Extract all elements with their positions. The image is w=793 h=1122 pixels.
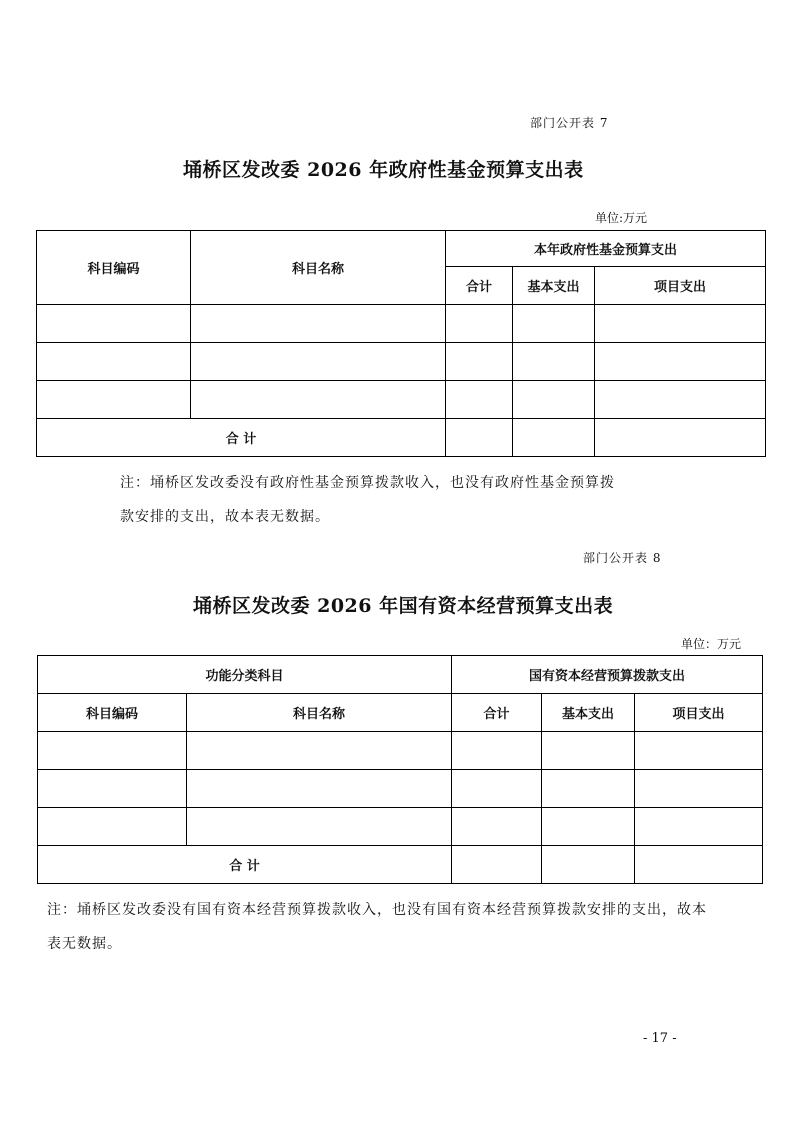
table-row (38, 808, 763, 846)
table7 (36, 230, 766, 457)
table7-total-row (37, 419, 766, 457)
table8-header-total: 合计 (452, 694, 542, 732)
table8-unit: 单位：万元 (681, 637, 742, 651)
table-row (38, 770, 763, 808)
table8-note-line1: 注：埇桥区发改委没有国有资本经营预算拨款收入，也没有国有资本经营预算拨款安排的支出，故本 (47, 902, 707, 918)
table7-note-line2: 款安排的支出，故本表无数据。 (120, 509, 330, 525)
table7-total-label: 合 计 (37, 419, 446, 457)
page-number: - 17 - (643, 1031, 677, 1046)
table7-header-group: 本年政府性基金预算支出 (446, 231, 766, 267)
table8-header-project: 项目支出 (635, 694, 763, 732)
table7-tag: 部门公开表 7 (530, 116, 609, 130)
table7-header-basic: 基本支出 (513, 267, 595, 305)
table7-header-total: 合计 (446, 267, 513, 305)
table8-note (47, 893, 762, 961)
table-row (37, 381, 766, 419)
table7-unit: 单位:万元 (595, 211, 648, 225)
table8-header-basic: 基本支出 (542, 694, 635, 732)
table7-title: 埇桥区发改委 2026 年政府性基金预算支出表 (183, 159, 584, 181)
table8-tag: 部门公开表 8 (583, 551, 662, 565)
table8 (37, 655, 763, 884)
table7-header-name: 科目名称 (191, 231, 446, 305)
table-row (37, 305, 766, 343)
table8-total-label: 合 计 (38, 846, 452, 884)
table8-header-name: 科目名称 (187, 694, 452, 732)
table8-header-functional: 功能分类科目 (38, 656, 452, 694)
table8-header-group: 国有资本经营预算拨款支出 (452, 656, 763, 694)
table8-title: 埇桥区发改委 2026 年国有资本经营预算支出表 (193, 595, 614, 617)
table7-header-project: 项目支出 (595, 267, 766, 305)
table7-note-line1: 注：埇桥区发改委没有政府性基金预算拨款收入，也没有政府性基金预算拨 (120, 475, 615, 491)
table7-header-code: 科目编码 (37, 231, 191, 305)
table8-header-code: 科目编码 (38, 694, 187, 732)
table7-note (120, 466, 680, 534)
table8-total-row (38, 846, 763, 884)
table-row (37, 343, 766, 381)
table-row (38, 732, 763, 770)
table8-note-line2: 表无数据。 (47, 936, 122, 952)
